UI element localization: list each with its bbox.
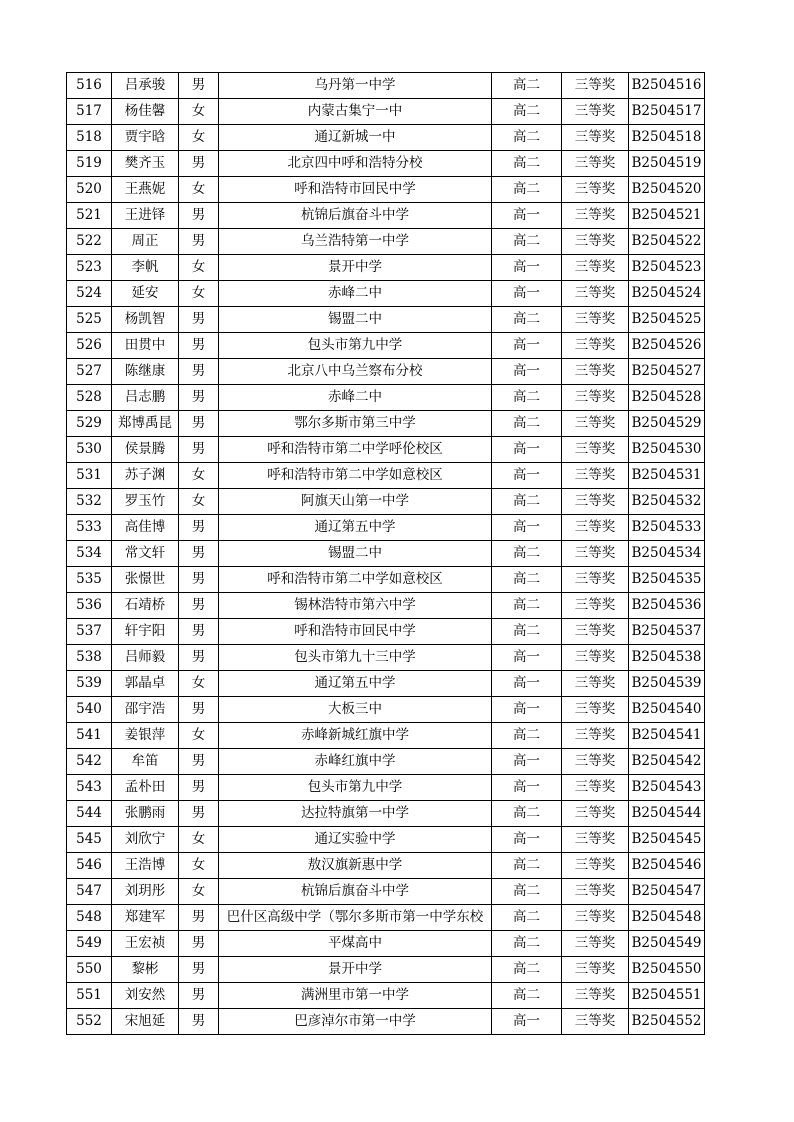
table-row bbox=[67, 749, 705, 775]
grade-cell: 高二 bbox=[492, 983, 562, 1009]
grade-cell: 高一 bbox=[492, 697, 562, 723]
school-cell: 杭锦后旗奋斗中学 bbox=[219, 879, 492, 905]
gender-cell: 男 bbox=[179, 1009, 219, 1035]
row-number-cell: 549 bbox=[67, 931, 112, 957]
award-level-cell: 三等奖 bbox=[562, 463, 629, 489]
gender-cell: 女 bbox=[179, 723, 219, 749]
certificate-code-cell: B2504538 bbox=[629, 645, 705, 671]
school-cell: 阿旗天山第一中学 bbox=[219, 489, 492, 515]
student-name-cell: 吕师毅 bbox=[112, 645, 179, 671]
certificate-code-cell: B2504549 bbox=[629, 931, 705, 957]
student-name-cell: 张鹏雨 bbox=[112, 801, 179, 827]
award-level-cell: 三等奖 bbox=[562, 775, 629, 801]
grade-cell: 高一 bbox=[492, 359, 562, 385]
gender-cell: 男 bbox=[179, 645, 219, 671]
student-name-cell: 刘欣宁 bbox=[112, 827, 179, 853]
certificate-code-cell: B2504536 bbox=[629, 593, 705, 619]
student-name-cell: 郭晶卓 bbox=[112, 671, 179, 697]
row-number-cell: 534 bbox=[67, 541, 112, 567]
student-name-cell: 樊齐玉 bbox=[112, 151, 179, 177]
grade-cell: 高二 bbox=[492, 593, 562, 619]
student-name-cell: 邵宇浩 bbox=[112, 697, 179, 723]
table-row bbox=[67, 489, 705, 515]
row-number-cell: 546 bbox=[67, 853, 112, 879]
award-level-cell: 三等奖 bbox=[562, 411, 629, 437]
row-number-cell: 525 bbox=[67, 307, 112, 333]
table-row bbox=[67, 697, 705, 723]
school-cell: 大板三中 bbox=[219, 697, 492, 723]
certificate-code-cell: B2504544 bbox=[629, 801, 705, 827]
table-row bbox=[67, 515, 705, 541]
row-number-cell: 544 bbox=[67, 801, 112, 827]
award-level-cell: 三等奖 bbox=[562, 697, 629, 723]
award-level-cell: 三等奖 bbox=[562, 853, 629, 879]
gender-cell: 男 bbox=[179, 905, 219, 931]
certificate-code-cell: B2504548 bbox=[629, 905, 705, 931]
table-row bbox=[67, 463, 705, 489]
row-number-cell: 548 bbox=[67, 905, 112, 931]
grade-cell: 高一 bbox=[492, 203, 562, 229]
row-number-cell: 518 bbox=[67, 125, 112, 151]
school-cell: 通辽新城一中 bbox=[219, 125, 492, 151]
grade-cell: 高一 bbox=[492, 645, 562, 671]
grade-cell: 高二 bbox=[492, 151, 562, 177]
student-name-cell: 王宏祯 bbox=[112, 931, 179, 957]
award-level-cell: 三等奖 bbox=[562, 281, 629, 307]
grade-cell: 高二 bbox=[492, 385, 562, 411]
award-level-cell: 三等奖 bbox=[562, 333, 629, 359]
certificate-code-cell: B2504529 bbox=[629, 411, 705, 437]
row-number-cell: 516 bbox=[67, 73, 112, 99]
student-name-cell: 常文轩 bbox=[112, 541, 179, 567]
grade-cell: 高二 bbox=[492, 489, 562, 515]
gender-cell: 男 bbox=[179, 359, 219, 385]
table-row bbox=[67, 281, 705, 307]
row-number-cell: 522 bbox=[67, 229, 112, 255]
student-name-cell: 石靖桥 bbox=[112, 593, 179, 619]
school-cell: 通辽第五中学 bbox=[219, 515, 492, 541]
grade-cell: 高二 bbox=[492, 801, 562, 827]
certificate-code-cell: B2504552 bbox=[629, 1009, 705, 1035]
student-name-cell: 姜银萍 bbox=[112, 723, 179, 749]
award-level-cell: 三等奖 bbox=[562, 99, 629, 125]
grade-cell: 高二 bbox=[492, 73, 562, 99]
certificate-code-cell: B2504521 bbox=[629, 203, 705, 229]
grade-cell: 高一 bbox=[492, 1009, 562, 1035]
award-level-cell: 三等奖 bbox=[562, 73, 629, 99]
gender-cell: 男 bbox=[179, 957, 219, 983]
student-name-cell: 张憬世 bbox=[112, 567, 179, 593]
school-cell: 呼和浩特市第二中学如意校区 bbox=[219, 463, 492, 489]
gender-cell: 男 bbox=[179, 411, 219, 437]
school-cell: 北京八中乌兰察布分校 bbox=[219, 359, 492, 385]
certificate-code-cell: B2504516 bbox=[629, 73, 705, 99]
gender-cell: 女 bbox=[179, 125, 219, 151]
gender-cell: 男 bbox=[179, 983, 219, 1009]
student-name-cell: 苏子渊 bbox=[112, 463, 179, 489]
grade-cell: 高二 bbox=[492, 879, 562, 905]
table-row bbox=[67, 541, 705, 567]
row-number-cell: 524 bbox=[67, 281, 112, 307]
award-level-cell: 三等奖 bbox=[562, 723, 629, 749]
award-level-cell: 三等奖 bbox=[562, 619, 629, 645]
student-name-cell: 吕承骏 bbox=[112, 73, 179, 99]
certificate-code-cell: B2504520 bbox=[629, 177, 705, 203]
award-level-cell: 三等奖 bbox=[562, 879, 629, 905]
gender-cell: 女 bbox=[179, 255, 219, 281]
certificate-code-cell: B2504541 bbox=[629, 723, 705, 749]
award-level-cell: 三等奖 bbox=[562, 385, 629, 411]
award-level-cell: 三等奖 bbox=[562, 255, 629, 281]
table-row bbox=[67, 931, 705, 957]
gender-cell: 男 bbox=[179, 619, 219, 645]
gender-cell: 女 bbox=[179, 281, 219, 307]
school-cell: 景开中学 bbox=[219, 255, 492, 281]
award-level-cell: 三等奖 bbox=[562, 749, 629, 775]
student-name-cell: 郑建军 bbox=[112, 905, 179, 931]
award-level-cell: 三等奖 bbox=[562, 801, 629, 827]
grade-cell: 高一 bbox=[492, 255, 562, 281]
certificate-code-cell: B2504517 bbox=[629, 99, 705, 125]
gender-cell: 男 bbox=[179, 801, 219, 827]
table-row bbox=[67, 385, 705, 411]
gender-cell: 男 bbox=[179, 73, 219, 99]
school-cell: 巴彦淖尔市第一中学 bbox=[219, 1009, 492, 1035]
certificate-code-cell: B2504524 bbox=[629, 281, 705, 307]
school-cell: 锡盟二中 bbox=[219, 541, 492, 567]
table-row bbox=[67, 99, 705, 125]
table-row bbox=[67, 255, 705, 281]
student-name-cell: 杨凯智 bbox=[112, 307, 179, 333]
row-number-cell: 537 bbox=[67, 619, 112, 645]
student-name-cell: 陈继康 bbox=[112, 359, 179, 385]
school-cell: 敖汉旗新惠中学 bbox=[219, 853, 492, 879]
gender-cell: 男 bbox=[179, 333, 219, 359]
gender-cell: 女 bbox=[179, 99, 219, 125]
grade-cell: 高二 bbox=[492, 541, 562, 567]
grade-cell: 高一 bbox=[492, 281, 562, 307]
grade-cell: 高二 bbox=[492, 853, 562, 879]
award-list-table bbox=[66, 72, 705, 1035]
school-cell: 赤峰红旗中学 bbox=[219, 749, 492, 775]
award-level-cell: 三等奖 bbox=[562, 983, 629, 1009]
grade-cell: 高一 bbox=[492, 827, 562, 853]
student-name-cell: 郑博禹昆 bbox=[112, 411, 179, 437]
school-cell: 呼和浩特市回民中学 bbox=[219, 619, 492, 645]
certificate-code-cell: B2504545 bbox=[629, 827, 705, 853]
gender-cell: 女 bbox=[179, 879, 219, 905]
student-name-cell: 吕志鹏 bbox=[112, 385, 179, 411]
row-number-cell: 526 bbox=[67, 333, 112, 359]
certificate-code-cell: B2504522 bbox=[629, 229, 705, 255]
row-number-cell: 552 bbox=[67, 1009, 112, 1035]
student-name-cell: 周正 bbox=[112, 229, 179, 255]
gender-cell: 女 bbox=[179, 671, 219, 697]
award-level-cell: 三等奖 bbox=[562, 437, 629, 463]
certificate-code-cell: B2504546 bbox=[629, 853, 705, 879]
award-level-cell: 三等奖 bbox=[562, 229, 629, 255]
table-row bbox=[67, 567, 705, 593]
student-name-cell: 轩宇阳 bbox=[112, 619, 179, 645]
row-number-cell: 529 bbox=[67, 411, 112, 437]
student-name-cell: 王燕妮 bbox=[112, 177, 179, 203]
certificate-code-cell: B2504527 bbox=[629, 359, 705, 385]
row-number-cell: 530 bbox=[67, 437, 112, 463]
school-cell: 包头市第九十三中学 bbox=[219, 645, 492, 671]
certificate-code-cell: B2504533 bbox=[629, 515, 705, 541]
gender-cell: 男 bbox=[179, 515, 219, 541]
certificate-code-cell: B2504530 bbox=[629, 437, 705, 463]
student-name-cell: 高佳博 bbox=[112, 515, 179, 541]
student-name-cell: 刘玥彤 bbox=[112, 879, 179, 905]
student-name-cell: 黎彬 bbox=[112, 957, 179, 983]
gender-cell: 男 bbox=[179, 931, 219, 957]
award-level-cell: 三等奖 bbox=[562, 567, 629, 593]
table-row bbox=[67, 775, 705, 801]
school-cell: 乌兰浩特第一中学 bbox=[219, 229, 492, 255]
award-level-cell: 三等奖 bbox=[562, 905, 629, 931]
table-row bbox=[67, 645, 705, 671]
certificate-code-cell: B2504535 bbox=[629, 567, 705, 593]
row-number-cell: 536 bbox=[67, 593, 112, 619]
school-cell: 杭锦后旗奋斗中学 bbox=[219, 203, 492, 229]
grade-cell: 高一 bbox=[492, 749, 562, 775]
certificate-code-cell: B2504519 bbox=[629, 151, 705, 177]
table-row bbox=[67, 73, 705, 99]
certificate-code-cell: B2504543 bbox=[629, 775, 705, 801]
student-name-cell: 延安 bbox=[112, 281, 179, 307]
school-cell: 满洲里市第一中学 bbox=[219, 983, 492, 1009]
school-cell: 通辽第五中学 bbox=[219, 671, 492, 697]
certificate-code-cell: B2504550 bbox=[629, 957, 705, 983]
table-row bbox=[67, 125, 705, 151]
row-number-cell: 528 bbox=[67, 385, 112, 411]
table-row bbox=[67, 229, 705, 255]
certificate-code-cell: B2504532 bbox=[629, 489, 705, 515]
award-level-cell: 三等奖 bbox=[562, 645, 629, 671]
grade-cell: 高二 bbox=[492, 125, 562, 151]
table-row bbox=[67, 957, 705, 983]
table-row bbox=[67, 879, 705, 905]
school-cell: 巴什区高级中学（鄂尔多斯市第一中学东校 bbox=[219, 905, 492, 931]
award-level-cell: 三等奖 bbox=[562, 931, 629, 957]
certificate-code-cell: B2504523 bbox=[629, 255, 705, 281]
certificate-code-cell: B2504537 bbox=[629, 619, 705, 645]
school-cell: 景开中学 bbox=[219, 957, 492, 983]
award-level-cell: 三等奖 bbox=[562, 827, 629, 853]
gender-cell: 女 bbox=[179, 463, 219, 489]
gender-cell: 男 bbox=[179, 749, 219, 775]
grade-cell: 高二 bbox=[492, 177, 562, 203]
student-name-cell: 宋旭延 bbox=[112, 1009, 179, 1035]
student-name-cell: 侯景腾 bbox=[112, 437, 179, 463]
row-number-cell: 547 bbox=[67, 879, 112, 905]
row-number-cell: 521 bbox=[67, 203, 112, 229]
table-row bbox=[67, 905, 705, 931]
certificate-code-cell: B2504542 bbox=[629, 749, 705, 775]
school-cell: 呼和浩特市第二中学呼伦校区 bbox=[219, 437, 492, 463]
gender-cell: 男 bbox=[179, 775, 219, 801]
table-row bbox=[67, 983, 705, 1009]
row-number-cell: 542 bbox=[67, 749, 112, 775]
table-row bbox=[67, 1009, 705, 1035]
gender-cell: 女 bbox=[179, 177, 219, 203]
school-cell: 鄂尔多斯市第三中学 bbox=[219, 411, 492, 437]
grade-cell: 高一 bbox=[492, 515, 562, 541]
award-level-cell: 三等奖 bbox=[562, 541, 629, 567]
table-row bbox=[67, 593, 705, 619]
table-row bbox=[67, 411, 705, 437]
grade-cell: 高二 bbox=[492, 905, 562, 931]
grade-cell: 高二 bbox=[492, 229, 562, 255]
table-row bbox=[67, 437, 705, 463]
gender-cell: 男 bbox=[179, 203, 219, 229]
gender-cell: 男 bbox=[179, 385, 219, 411]
school-cell: 内蒙古集宁一中 bbox=[219, 99, 492, 125]
certificate-code-cell: B2504525 bbox=[629, 307, 705, 333]
gender-cell: 男 bbox=[179, 437, 219, 463]
gender-cell: 女 bbox=[179, 853, 219, 879]
student-name-cell: 牟笛 bbox=[112, 749, 179, 775]
grade-cell: 高一 bbox=[492, 437, 562, 463]
table-row bbox=[67, 801, 705, 827]
row-number-cell: 519 bbox=[67, 151, 112, 177]
row-number-cell: 533 bbox=[67, 515, 112, 541]
certificate-code-cell: B2504547 bbox=[629, 879, 705, 905]
row-number-cell: 551 bbox=[67, 983, 112, 1009]
gender-cell: 男 bbox=[179, 567, 219, 593]
certificate-code-cell: B2504534 bbox=[629, 541, 705, 567]
school-cell: 平煤高中 bbox=[219, 931, 492, 957]
row-number-cell: 532 bbox=[67, 489, 112, 515]
award-level-cell: 三等奖 bbox=[562, 515, 629, 541]
student-name-cell: 罗玉竹 bbox=[112, 489, 179, 515]
grade-cell: 高二 bbox=[492, 307, 562, 333]
award-level-cell: 三等奖 bbox=[562, 203, 629, 229]
grade-cell: 高一 bbox=[492, 333, 562, 359]
table-row bbox=[67, 307, 705, 333]
grade-cell: 高二 bbox=[492, 957, 562, 983]
certificate-code-cell: B2504531 bbox=[629, 463, 705, 489]
row-number-cell: 539 bbox=[67, 671, 112, 697]
row-number-cell: 535 bbox=[67, 567, 112, 593]
gender-cell: 女 bbox=[179, 827, 219, 853]
certificate-code-cell: B2504540 bbox=[629, 697, 705, 723]
school-cell: 呼和浩特市第二中学如意校区 bbox=[219, 567, 492, 593]
grade-cell: 高二 bbox=[492, 567, 562, 593]
school-cell: 赤峰二中 bbox=[219, 385, 492, 411]
certificate-code-cell: B2504539 bbox=[629, 671, 705, 697]
school-cell: 通辽实验中学 bbox=[219, 827, 492, 853]
student-name-cell: 王浩博 bbox=[112, 853, 179, 879]
grade-cell: 高一 bbox=[492, 671, 562, 697]
award-level-cell: 三等奖 bbox=[562, 177, 629, 203]
award-level-cell: 三等奖 bbox=[562, 671, 629, 697]
row-number-cell: 531 bbox=[67, 463, 112, 489]
table-row bbox=[67, 723, 705, 749]
award-level-cell: 三等奖 bbox=[562, 359, 629, 385]
certificate-code-cell: B2504518 bbox=[629, 125, 705, 151]
grade-cell: 高二 bbox=[492, 99, 562, 125]
table-row bbox=[67, 827, 705, 853]
school-cell: 赤峰二中 bbox=[219, 281, 492, 307]
row-number-cell: 545 bbox=[67, 827, 112, 853]
grade-cell: 高一 bbox=[492, 775, 562, 801]
award-list-body bbox=[67, 73, 705, 1035]
table-row bbox=[67, 359, 705, 385]
row-number-cell: 538 bbox=[67, 645, 112, 671]
row-number-cell: 520 bbox=[67, 177, 112, 203]
row-number-cell: 541 bbox=[67, 723, 112, 749]
table-row bbox=[67, 853, 705, 879]
grade-cell: 高二 bbox=[492, 931, 562, 957]
row-number-cell: 523 bbox=[67, 255, 112, 281]
school-cell: 北京四中呼和浩特分校 bbox=[219, 151, 492, 177]
table-row bbox=[67, 333, 705, 359]
gender-cell: 男 bbox=[179, 229, 219, 255]
school-cell: 包头市第九中学 bbox=[219, 333, 492, 359]
award-level-cell: 三等奖 bbox=[562, 593, 629, 619]
certificate-code-cell: B2504526 bbox=[629, 333, 705, 359]
student-name-cell: 杨佳馨 bbox=[112, 99, 179, 125]
gender-cell: 女 bbox=[179, 489, 219, 515]
gender-cell: 男 bbox=[179, 307, 219, 333]
school-cell: 呼和浩特市回民中学 bbox=[219, 177, 492, 203]
award-level-cell: 三等奖 bbox=[562, 1009, 629, 1035]
student-name-cell: 刘安然 bbox=[112, 983, 179, 1009]
gender-cell: 男 bbox=[179, 151, 219, 177]
table-row bbox=[67, 671, 705, 697]
school-cell: 乌丹第一中学 bbox=[219, 73, 492, 99]
row-number-cell: 517 bbox=[67, 99, 112, 125]
school-cell: 锡林浩特市第六中学 bbox=[219, 593, 492, 619]
school-cell: 赤峰新城红旗中学 bbox=[219, 723, 492, 749]
student-name-cell: 王进铎 bbox=[112, 203, 179, 229]
award-level-cell: 三等奖 bbox=[562, 957, 629, 983]
grade-cell: 高二 bbox=[492, 411, 562, 437]
row-number-cell: 527 bbox=[67, 359, 112, 385]
row-number-cell: 550 bbox=[67, 957, 112, 983]
table-row bbox=[67, 619, 705, 645]
school-cell: 达拉特旗第一中学 bbox=[219, 801, 492, 827]
school-cell: 包头市第九中学 bbox=[219, 775, 492, 801]
award-level-cell: 三等奖 bbox=[562, 307, 629, 333]
school-cell: 锡盟二中 bbox=[219, 307, 492, 333]
grade-cell: 高二 bbox=[492, 723, 562, 749]
student-name-cell: 田贯中 bbox=[112, 333, 179, 359]
student-name-cell: 贾宇晗 bbox=[112, 125, 179, 151]
student-name-cell: 孟朴田 bbox=[112, 775, 179, 801]
gender-cell: 男 bbox=[179, 541, 219, 567]
certificate-code-cell: B2504528 bbox=[629, 385, 705, 411]
award-level-cell: 三等奖 bbox=[562, 489, 629, 515]
grade-cell: 高一 bbox=[492, 463, 562, 489]
gender-cell: 男 bbox=[179, 593, 219, 619]
award-level-cell: 三等奖 bbox=[562, 125, 629, 151]
table-row bbox=[67, 177, 705, 203]
row-number-cell: 540 bbox=[67, 697, 112, 723]
certificate-code-cell: B2504551 bbox=[629, 983, 705, 1009]
gender-cell: 男 bbox=[179, 697, 219, 723]
table-row bbox=[67, 151, 705, 177]
row-number-cell: 543 bbox=[67, 775, 112, 801]
table-row bbox=[67, 203, 705, 229]
student-name-cell: 李帆 bbox=[112, 255, 179, 281]
award-level-cell: 三等奖 bbox=[562, 151, 629, 177]
grade-cell: 高二 bbox=[492, 619, 562, 645]
